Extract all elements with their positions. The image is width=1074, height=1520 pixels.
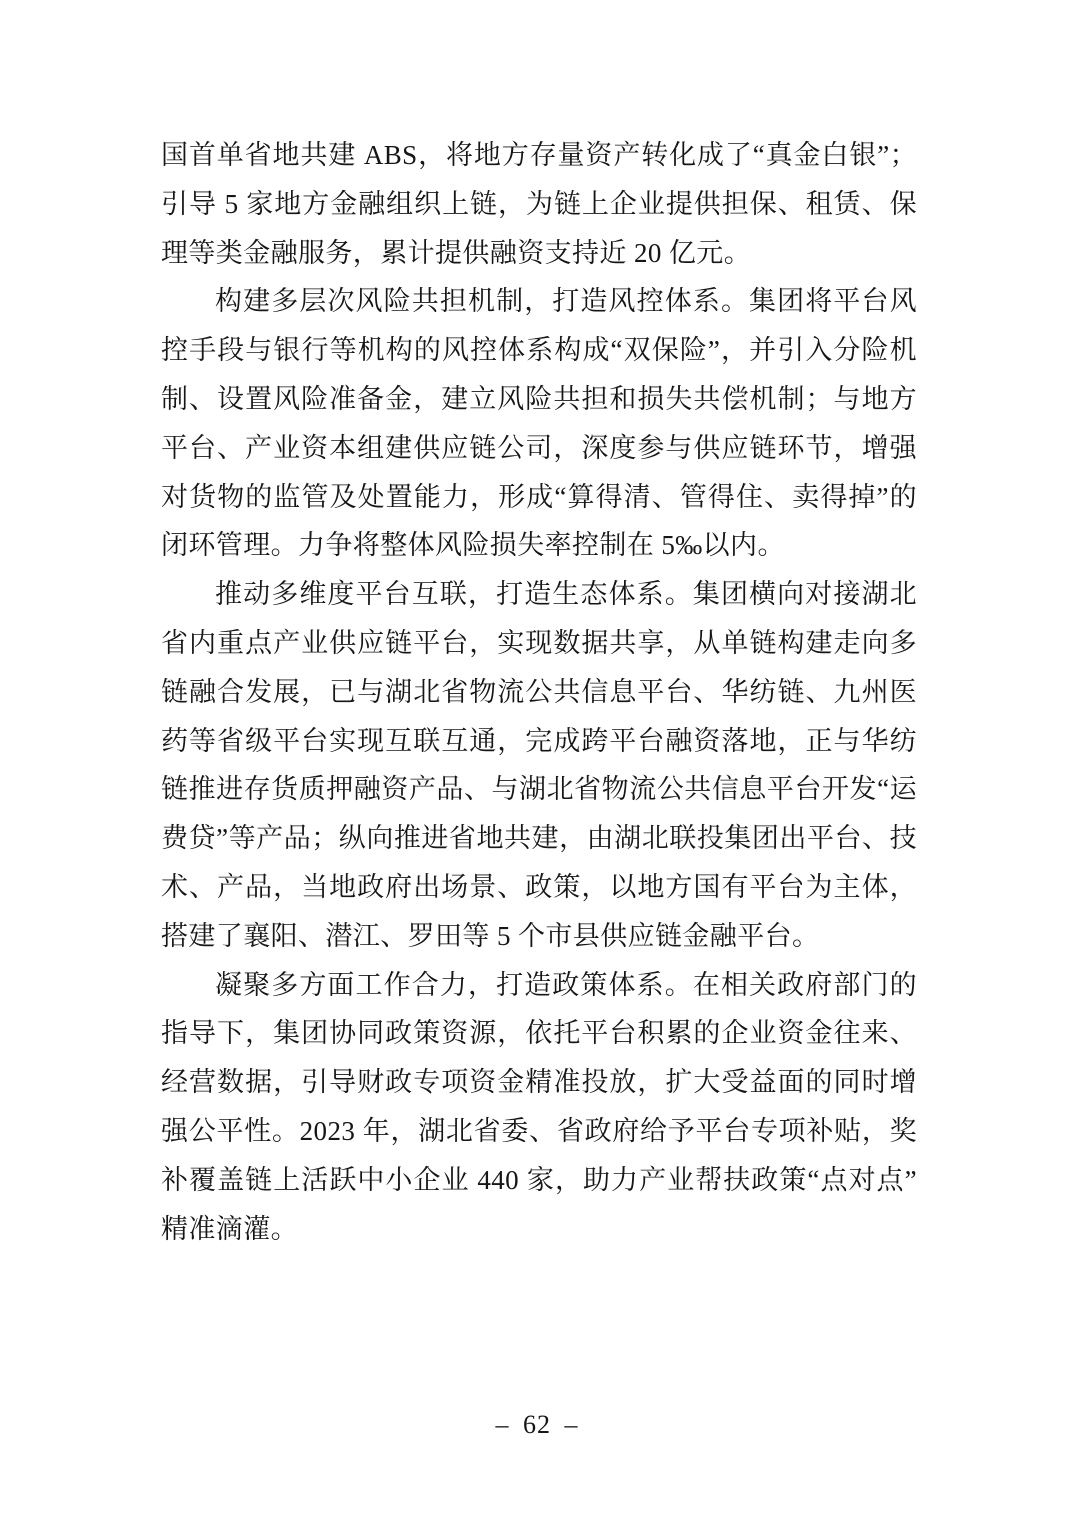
paragraph-ecosystem: 推动多维度平台互联，打造生态体系。集团横向对接湖北省内重点产业供应链平台，实现数据共享，从单链构建走向多链融合发展，已与湖北省物流公共信息平台、华纺链、九州医药等省级平台实现互联互通，完成跨平台融资落地，正与华纺链推进存货质押融资产品、与湖北省物流公共信息平台开发“运费贷”等产品；纵向推进省地共建，由湖北联投集团出平台、技术、产品，当地政府出场景、政策，以地方国有平台为主体，搭建了襄阳、潜江、罗田等 5 个市县供应链金融平台。 [161,579,917,951]
body-text-block [161,131,917,1253]
page-number: – 62 – [495,1410,579,1439]
paragraph-continuation: 国首单省地共建 ABS，将地方存量资产转化成了“真金白银”；引导 5 家地方金融组织上链，为链上企业提供担保、租赁、保理等类金融服务，累计提供融资支持近 20 亿元。 [161,140,917,268]
paragraph-risk-system: 构建多层次风险共担机制，打造风控体系。集团将平台风控手段与银行等机构的风控体系构成“双保险”，并引入分险机制、设置风险准备金，建立风险共担和损失共偿机制；与地方平台、产业资本组建供应链公司，深度参与供应链环节，增强对货物的监管及处置能力，形成“算得清、管得住、卖得掉”的闭环管理。力争将整体风险损失率控制在 5‰以内。 [161,286,917,561]
paragraph-policy-system: 凝聚多方面工作合力，打造政策体系。在相关政府部门的指导下，集团协同政策资源，依托平台积累的企业资金往来、经营数据，引导财政专项资金精准投放，扩大受益面的同时增强公平性。2023 年，湖北省委、省政府给予平台专项补贴，奖补覆盖链上活跃中小企业 440 家，助力产业帮扶政策“点对点”精准滴灌。 [161,969,917,1244]
